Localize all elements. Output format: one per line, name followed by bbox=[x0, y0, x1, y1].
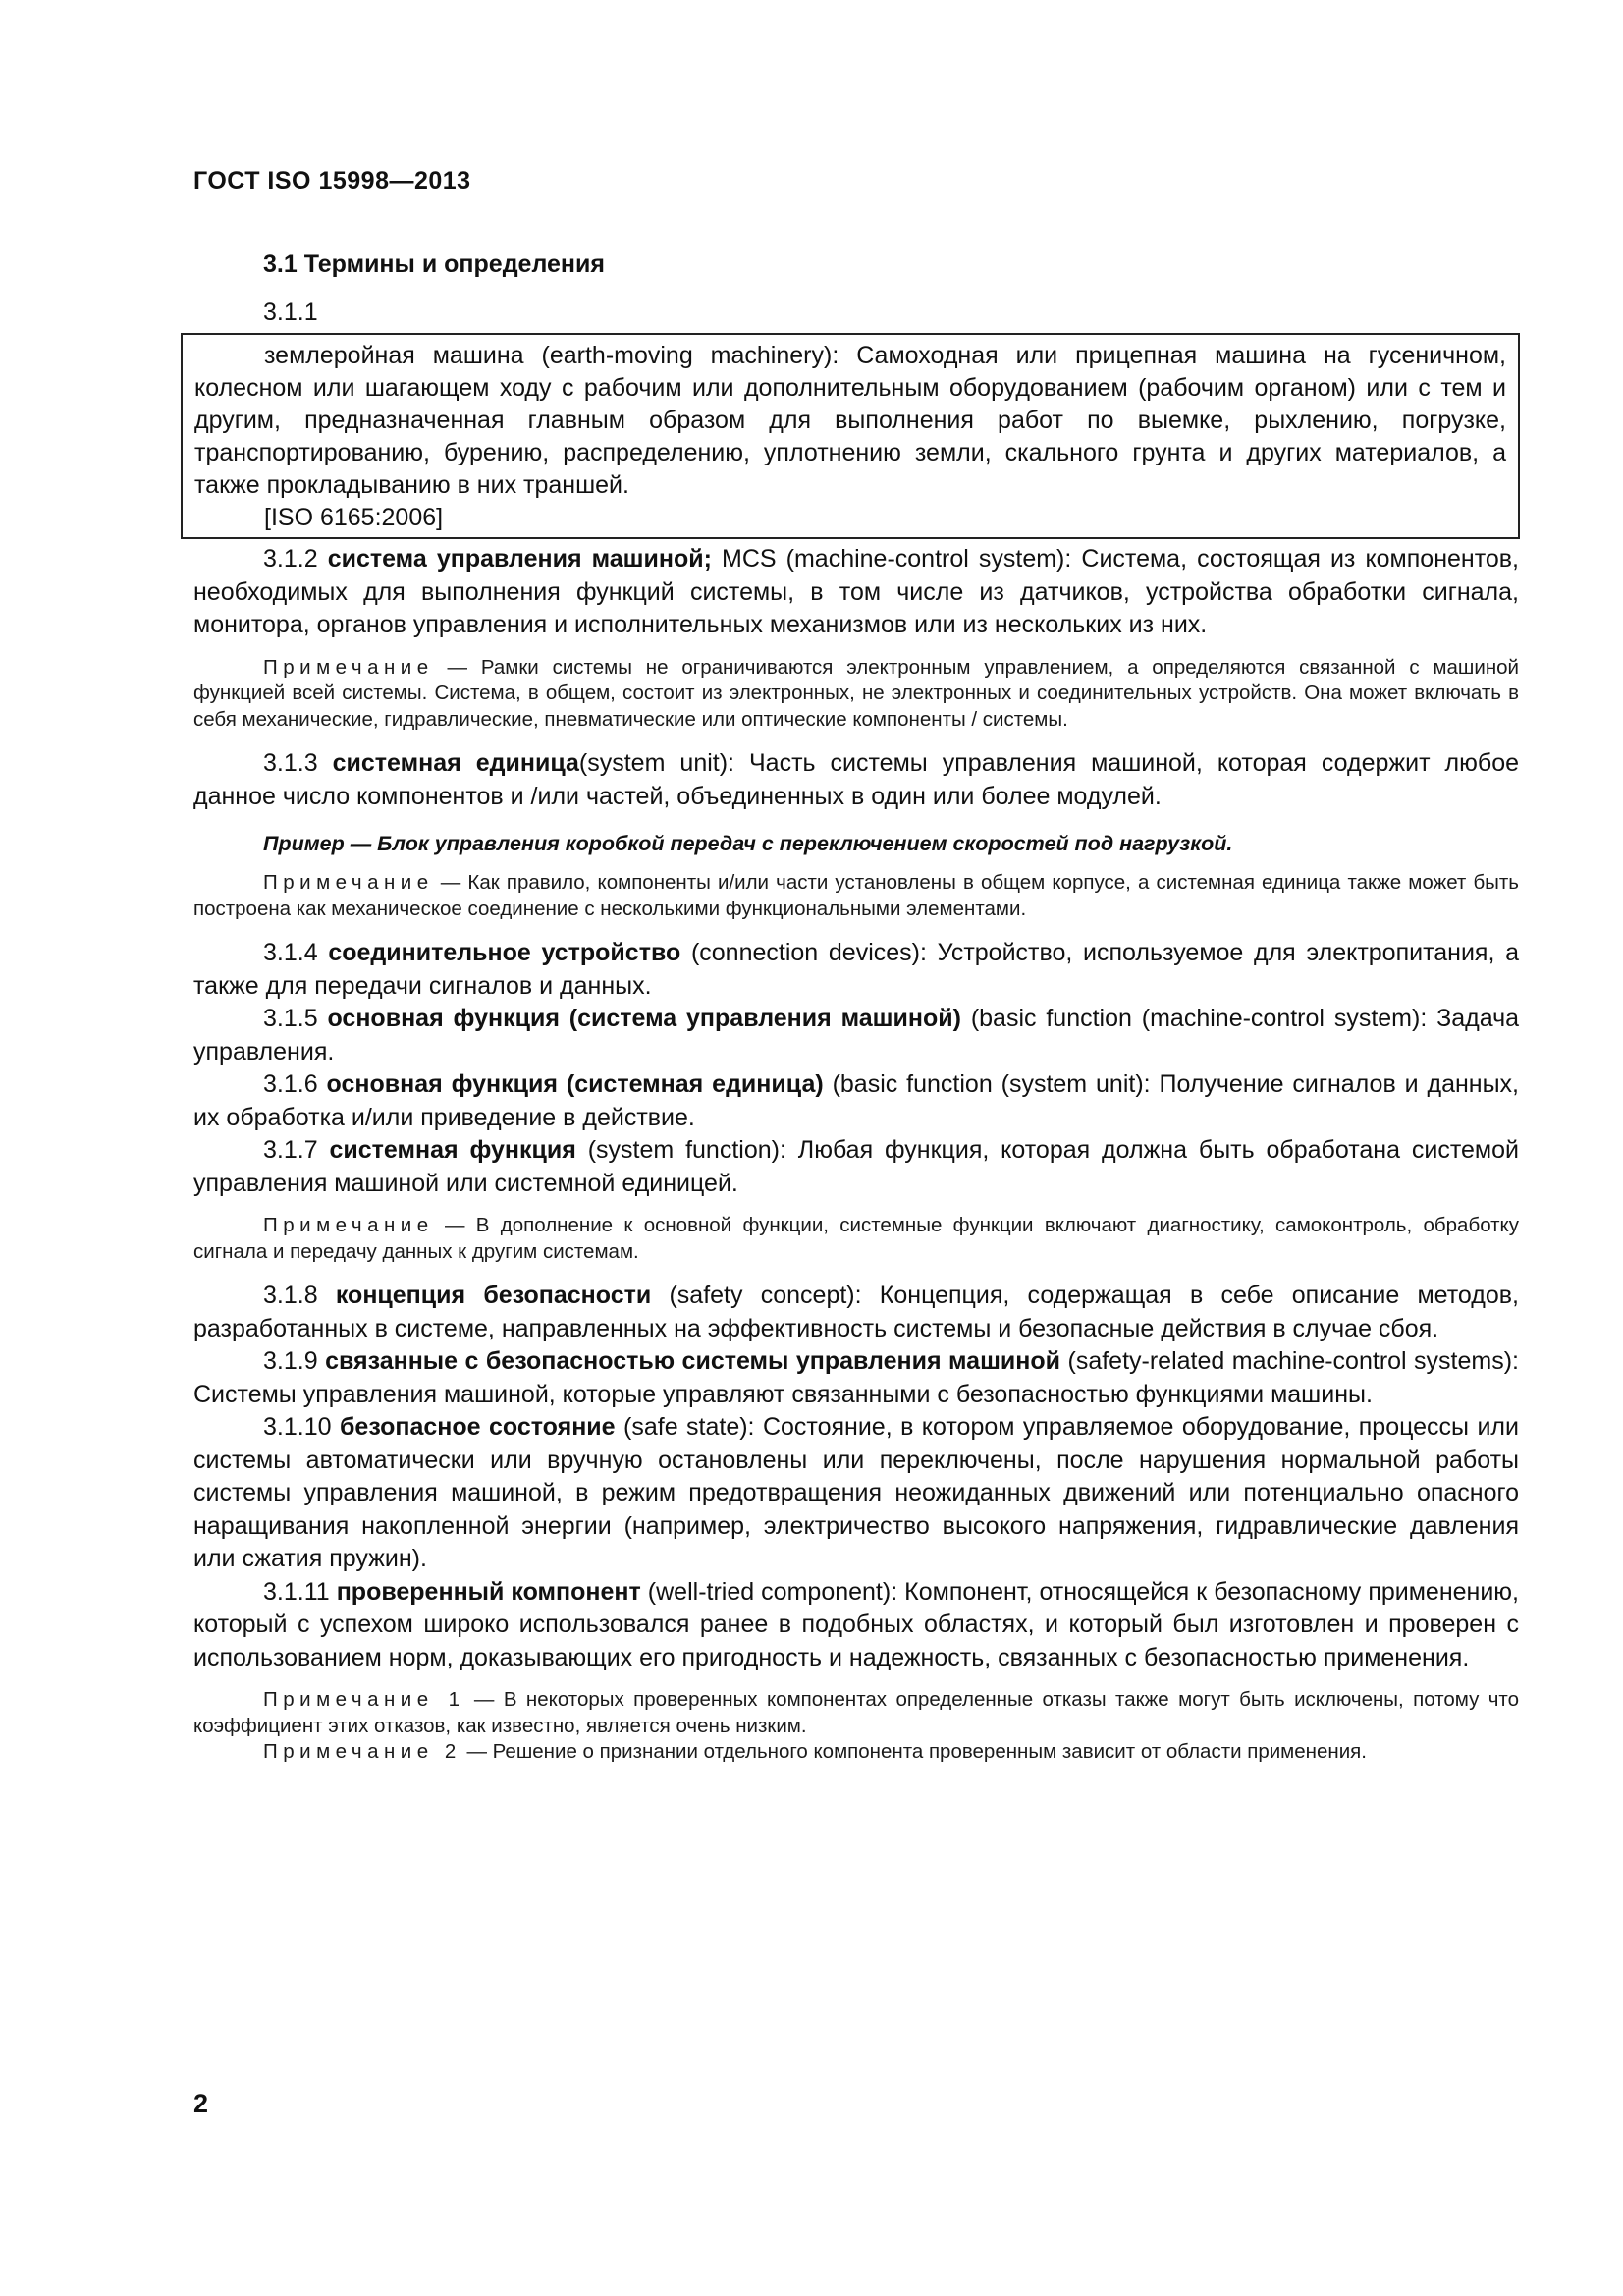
document-header: ГОСТ ISO 15998—2013 bbox=[193, 167, 471, 194]
term-name: основная функция (система управления машиной) bbox=[327, 1005, 961, 1032]
term-number: 3.1.11 bbox=[263, 1577, 330, 1606]
term-definition: (safe state): Состояние, в котором управляемое оборудование, процессы или системы автоматически или вручную остановлены или переключены, после нарушения нормальной работы системы управления машиной, в режим предотвращения неожиданных движений или потенциально опасного наращивания накопленной энергии (например, электричество высокого напряжения, гидравлические давления или сжатия пружин). bbox=[193, 1413, 1519, 1572]
term-definition: (system unit): Часть системы управления машиной, которая содержит любое данное число компонентов и /или частей, объединенных в один или более модулей. bbox=[193, 749, 1519, 810]
term-3-1-3 bbox=[193, 747, 1519, 813]
term-3-1-10 bbox=[193, 1411, 1519, 1576]
note-label: Примечание bbox=[263, 871, 434, 894]
term-number-3-1-1: 3.1.1 bbox=[263, 299, 318, 326]
note-text: — В дополнение к основной функции, системные функции включают диагностику, самоконтроль, обработку сигнала и передачу данных к другим системам. bbox=[193, 1214, 1519, 1263]
term-definition: (safety concept): Концепция, содержащая в себе описание методов, разработанных в системе, направленных на эффективность системы и безопасные действия в случае сбоя. bbox=[193, 1282, 1519, 1342]
term-number: 3.1.5 bbox=[263, 1005, 318, 1032]
term-name: системная единица bbox=[332, 749, 579, 777]
term-name: связанные с безопасностью системы управления машиной bbox=[325, 1347, 1061, 1375]
term-definition: (well-tried component): Компонент, относящейся к безопасному применению, который с успехом широко использовался ранее в подобных областях, и который был изготовлен и проверен с использованием норм, доказывающих его пригодность и надежность, связанных с безопасностью применения. bbox=[193, 1577, 1520, 1671]
term-number: 3.1.3 bbox=[263, 749, 318, 777]
definition-source-reference: [ISO 6165:2006] bbox=[264, 504, 444, 531]
term-number: 3.1.10 bbox=[263, 1413, 332, 1441]
note-label: Примечание 1 bbox=[263, 1688, 465, 1711]
boxed-definition-frame bbox=[181, 333, 1520, 539]
term-definition: (connection devices): Устройство, используемое для электропитания, а также для передачи сигналов и данных. bbox=[193, 939, 1520, 1000]
term-3-1-2 bbox=[193, 543, 1519, 642]
terms-body bbox=[193, 543, 1519, 1766]
note-system-functions bbox=[193, 1213, 1519, 1265]
note-text: — Решение о признании отдельного компонента проверенным зависит от области применения. bbox=[460, 1740, 1367, 1763]
term-3-1-6 bbox=[193, 1068, 1519, 1134]
page-number: 2 bbox=[193, 2089, 209, 2118]
term-3-1-4 bbox=[193, 937, 1519, 1003]
term-definition: (system function): Любая функция, которая должна быть обработана системой управления машиной или системной единицей. bbox=[193, 1136, 1519, 1197]
note-text: — В некоторых проверенных компонентах определенные отказы также могут быть исключены, потому что коэффициент этих отказов, как известно, является очень низким. bbox=[193, 1688, 1519, 1737]
term-name: концепция безопасности bbox=[335, 1282, 652, 1309]
term-number: 3.1.9 bbox=[263, 1347, 318, 1375]
note-label: Примечание 2 bbox=[263, 1740, 461, 1763]
term-name: система управления машиной; bbox=[327, 545, 712, 573]
term-number: 3.1.8 bbox=[263, 1282, 318, 1309]
term-3-1-7 bbox=[193, 1134, 1519, 1200]
note-well-tried-2 bbox=[193, 1739, 1519, 1766]
term-3-1-11 bbox=[193, 1576, 1519, 1675]
term-3-1-5 bbox=[193, 1003, 1519, 1068]
term-number: 3.1.2 bbox=[263, 545, 318, 573]
term-name: системная функция bbox=[329, 1136, 576, 1164]
note-system-scope bbox=[193, 655, 1519, 734]
definition-earth-moving-machinery: землеройная машина (earth-moving machinery): Самоходная или прицепная машина на гусеничном, колесном или шагающем ходу с рабочим или дополнительным оборудованием (рабочим органом) или с тем и другим, предназначенная главным образом для выполнения работ по выемке, рыхлению, погрузке, транспортированию, бурению, распределению, уплотнению земли, скального грунта и других материалов, а также прокладыванию в них траншей. bbox=[194, 342, 1506, 499]
term-name: соединительное устройство bbox=[328, 939, 681, 966]
example-gearbox-control: Пример — Блок управления коробкой передач с переключением скоростей под нагрузкой. bbox=[263, 832, 1233, 855]
term-definition: (basic function (machine-control system): Задача управления. bbox=[193, 1005, 1520, 1066]
term-name: безопасное состояние bbox=[339, 1413, 616, 1441]
term-number: 3.1.7 bbox=[263, 1136, 318, 1164]
note-label: Примечание bbox=[263, 1214, 434, 1236]
term-number: 3.1.4 bbox=[263, 939, 318, 966]
term-definition: MCS (machine-control system): Система, состоящая из компонентов, необходимых для выполнения функций системы, в том числе из датчиков, устройства обработки сигнала, монитора, органов управления и исполнительных механизмов или из нескольких из них. bbox=[193, 545, 1520, 638]
note-text: — Рамки системы не ограничиваются электронным управлением, а определяются связанной с машиной функцией всей системы. Система, в общем, состоит из электронных, не электронных и соединительных устройств. Она может включать в себя механические, гидравлические, пневматические или оптические компоненты / системы. bbox=[193, 655, 1519, 731]
note-system-unit bbox=[193, 870, 1519, 922]
term-number: 3.1.6 bbox=[263, 1070, 318, 1098]
term-3-1-9 bbox=[193, 1345, 1519, 1411]
term-3-1-8 bbox=[193, 1280, 1519, 1345]
term-definition: (basic function (system unit): Получение сигналов и данных, их обработка и/или приведение в действие. bbox=[193, 1070, 1519, 1131]
section-title: 3.1 Термины и определения bbox=[263, 250, 605, 278]
term-name: основная функция (системная единица) bbox=[326, 1070, 824, 1098]
note-text: — Как правило, компоненты и/или части установлены в общем корпусе, а системная единица также может быть построена как механическое соединение с несколькими функциональными элементами. bbox=[193, 871, 1519, 920]
note-label: Примечание bbox=[263, 655, 434, 679]
note-well-tried-1 bbox=[193, 1687, 1519, 1739]
term-name: проверенный компонент bbox=[336, 1577, 641, 1606]
term-definition: (safety-related machine-control systems): Системы управления машиной, которые управляют связанными с безопасностью функциями машины. bbox=[193, 1347, 1519, 1408]
